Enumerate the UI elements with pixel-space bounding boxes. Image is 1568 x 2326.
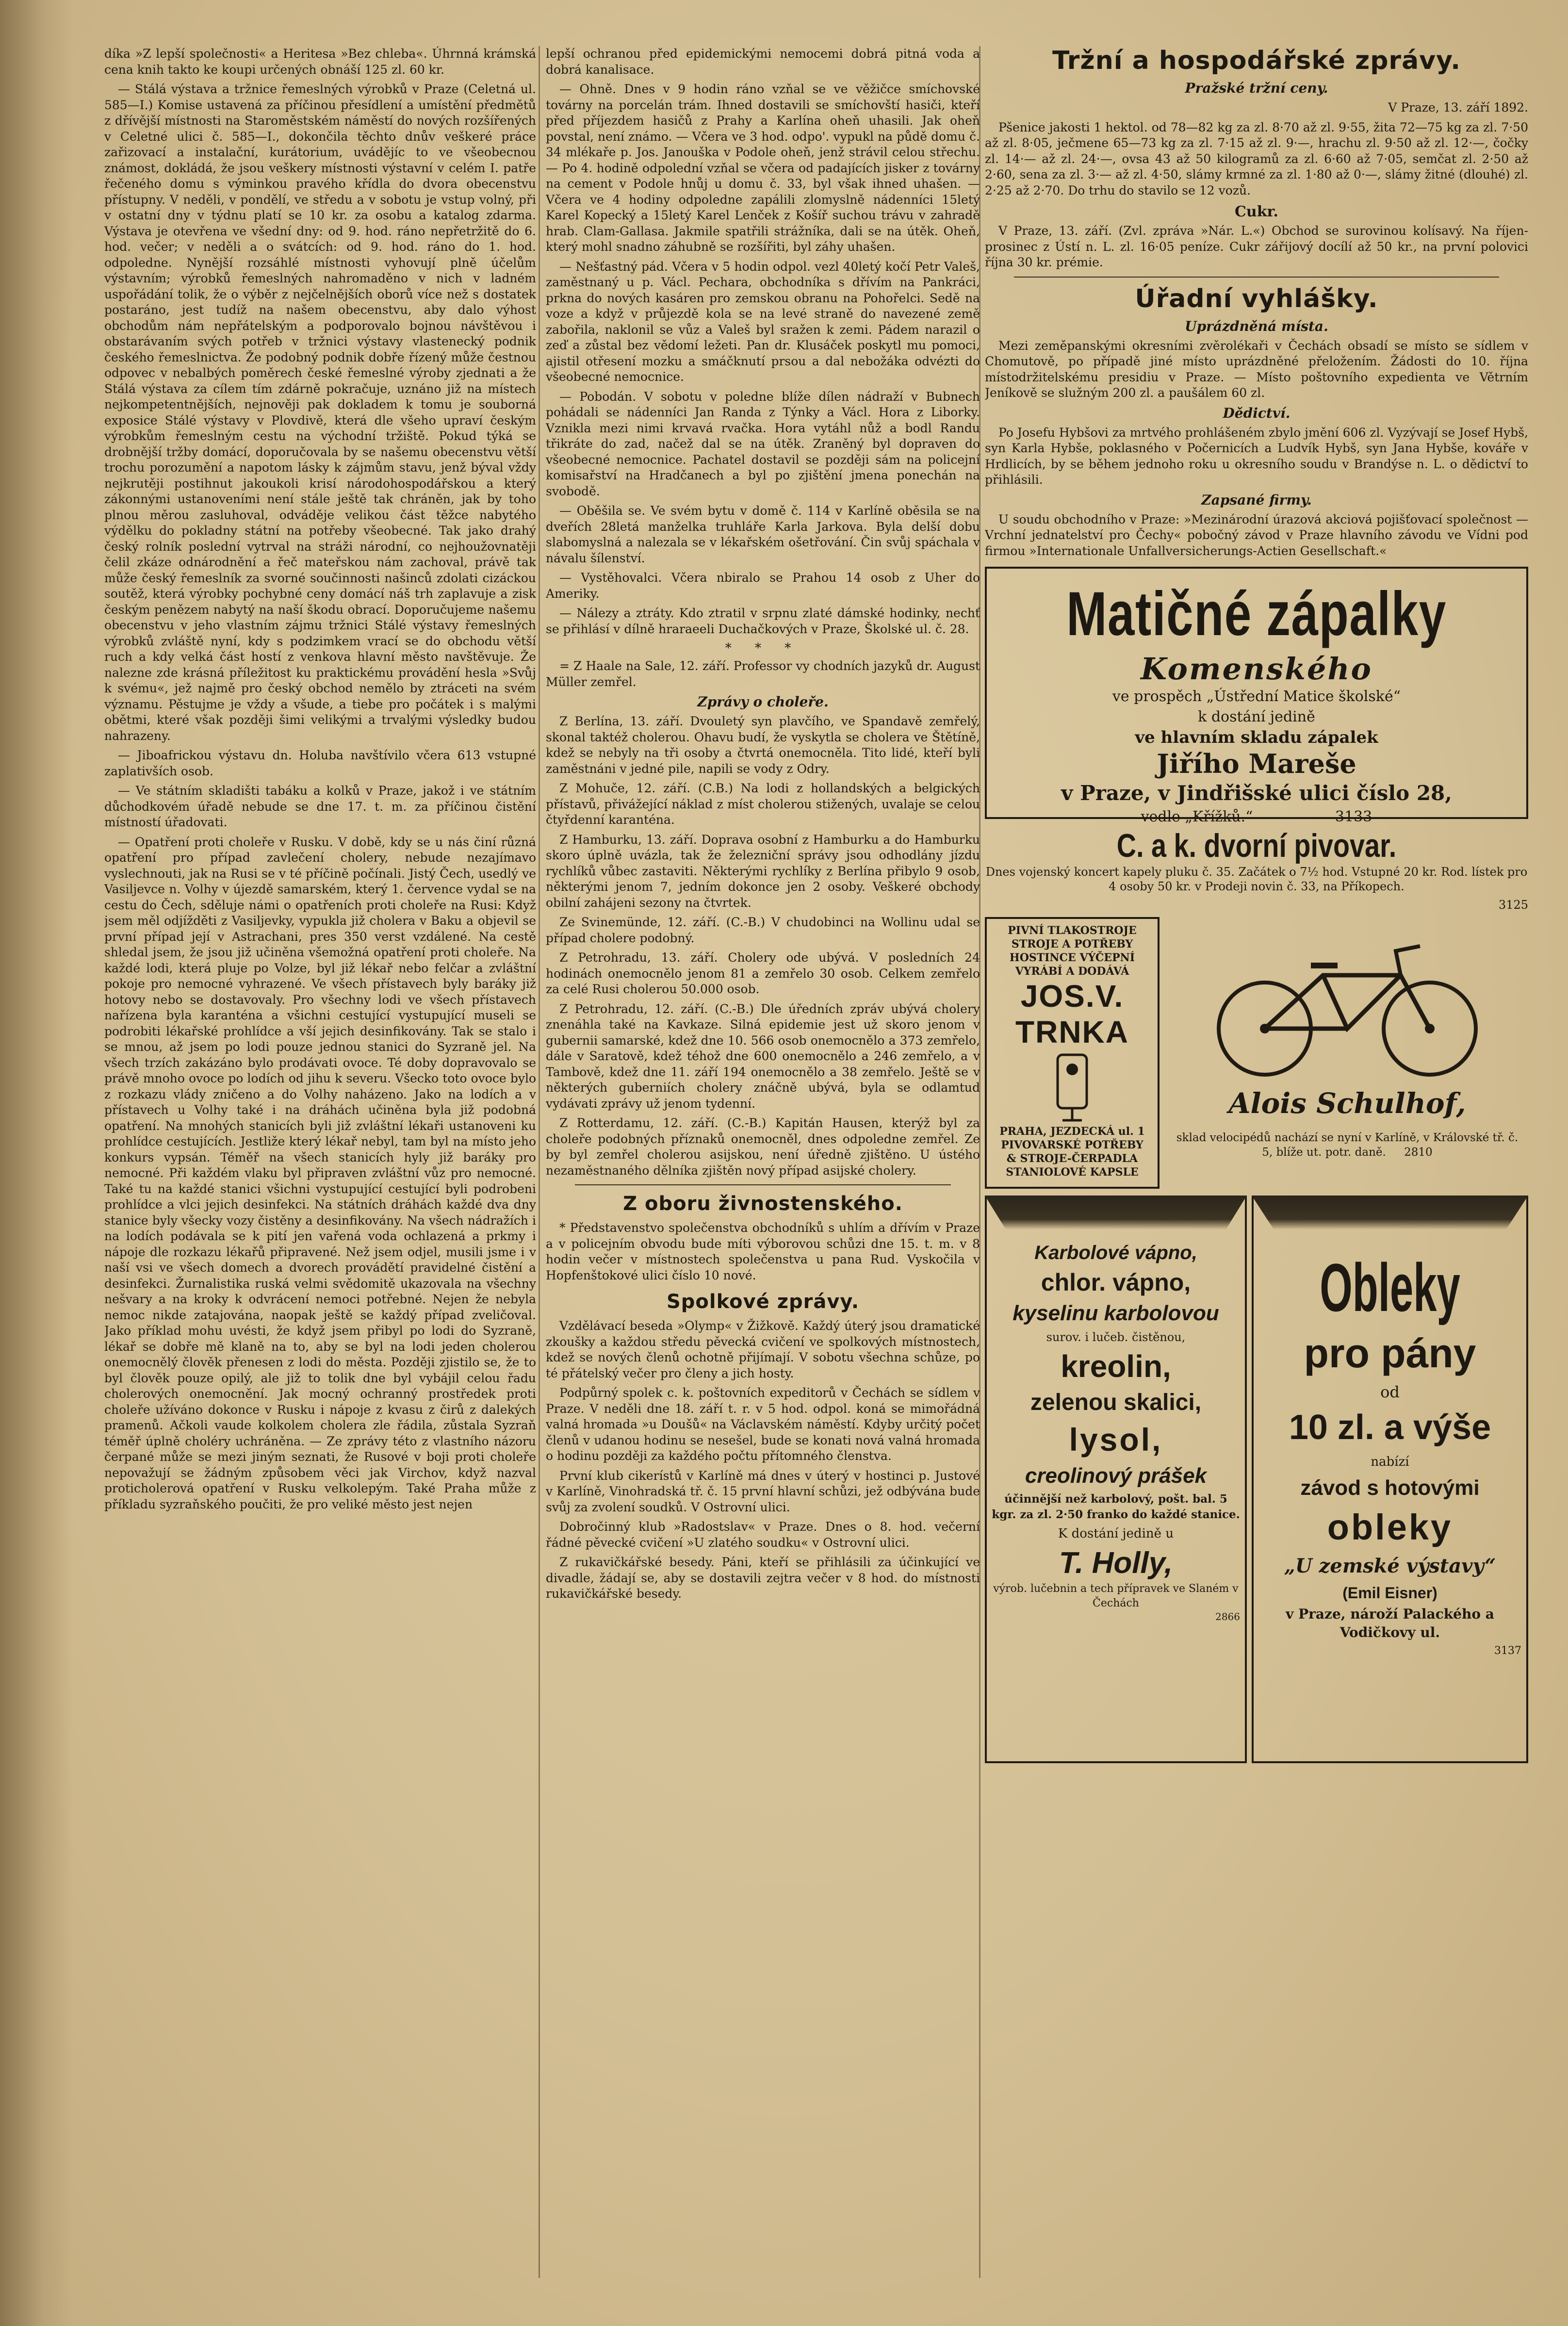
paragraph: Z Hamburku, 13. září. Doprava osobní z Hamburku a do Hamburku skoro úplně uvázla, tak že železniční správy jsou odhodlány jízdu rychlíků vůbec zastaviti. Některými rychlíky z Berlína přibylo 9 osob, některými jenom 7, jedním dokonce jen 2 osoby. Veškeré obchody obilní zahájeni sezony na čtvrtek. (546, 832, 980, 910)
ad-line: obleky (1327, 1507, 1453, 1547)
section-subheading: Cukr. (1235, 203, 1278, 220)
section-divider: * * * (725, 641, 801, 655)
section-heading: Spolkové zprávy. (666, 1291, 860, 1313)
paragraph: — Nálezy a ztráty. Kdo ztratil v srpnu zlaté dámské hodinky, nechť se přihlásí v dílně hraraeeli Duchačkových v Praze, Školské ul. č. 28. (546, 606, 980, 636)
ad-line: závod s hotovými (1300, 1476, 1480, 1500)
ad-line: HOSTINCE VÝČEPNÍ (1009, 951, 1135, 964)
dateline: V Praze, 13. září 1892. (1388, 100, 1528, 115)
paragraph: — Pobodán. V sobotu v poledne blíže dílen nádraží v Bubnech pohádali se nádenníci Jan Randa z Týnky a Václ. Hora z Liborky. Vznikla mezi nimi krvavá rvačka. Hora vytáhl nůž a bodl Randu třikráte do zad, načež dal se na útěk. Zraněný byl dopraven do všeobecné nemocnice. Pachatel dostavil se později sám na policejní komisařství na Hradčanech a byl po zjištění jmena ponechán na svobodě. (546, 389, 980, 498)
ad-number: 3137 (1494, 1645, 1521, 1657)
paragraph: = Z Haale na Sale, 12. září. Professor vy chodních jazyků dr. August Müller zemřel. (546, 659, 980, 689)
ad-obleky (1252, 1196, 1528, 1763)
column-rule (539, 46, 540, 2278)
ad-line: 10 zl. a výše (1289, 1408, 1491, 1447)
paragraph: U soudu obchodního v Praze: »Mezinárodní úrazová akciová pojišťovací společnost — Vrchní jednatelství pro Čechy« pobočný závod v Praze hlavního závodu ve Vídni pod firmou »Internationale Unfallversicherungs-Actien Gesellschaft.« (985, 512, 1528, 558)
ad-line: kyselinu karbolovou (1013, 1301, 1219, 1325)
paragraph: * Představenstvo společenstva obchodníků s uhlím a dřívím v Praze a v policejním obvodu bude míti výborovou schůzi dne 15. t. m. v 8 hodin večer v místnostech společenstva u pana Rud. Vyskočila v Hopfenštokové ulici číslo 10 nové. (546, 1221, 980, 1282)
ad-line: STROJE A POTŘEBY (1011, 938, 1133, 950)
tap-icon (1043, 1050, 1101, 1123)
ad-title: Obleky (1320, 1249, 1460, 1326)
ad-line: od (1380, 1383, 1400, 1401)
paragraph: Vzdělávací beseda »Olymp« v Žižkově. Každý úterý jsou dramatické zkoušky a každou středu pěvecká cvičení ve spolkových místnostech, kdež se nových členů ochotně přijímají. V sobotu všechna schůze, po té přátelský večer pro členy a jich hosty. (546, 1319, 980, 1380)
ad-text: sklad velocipédů nachází se nyní v Karlíně, v Královské tř. č. 5, blíže ut. potr. daně. (1176, 1131, 1519, 1159)
paragraph: — Vystěhovalci. Včera nbiralo se Prahou 14 osob z Uher do Ameriky. (546, 571, 980, 601)
ad-line: k dostání jedině (1198, 708, 1315, 725)
section-heading: Zprávy o choleře. (697, 694, 829, 710)
ad-title: Matičné zápalky (1066, 579, 1447, 649)
ad-address: v Praze, v Jindřišské ulici číslo 28, (1061, 781, 1452, 805)
ad-row (985, 1196, 1528, 1763)
section-heading: Tržní a hospodářské zprávy. (1052, 46, 1461, 75)
ad-line: zelenou skalici, (1030, 1390, 1202, 1415)
paragraph: První klub cikerístů v Karlíně má dnes v úterý v hostinci p. Justové v Karlíně, Vinohradská tř. č. 15 první hlavní schůzi, jež odbývána bude svůj za zvolení soudků. V Ostrovní ulici. (546, 1468, 980, 1514)
paragraph: Mezi zeměpanskými okresními zvěrolékaři v Čechách obsadí se místo se sídlem v Chomutově, po případě jiné místo uprázdněné přeložením. Žádosti do 10. října místodržitelskému presidiu v Praze. — Místo poštovního expedienta ve Větrním Jeníkově se služným 200 zl. a paušálem 60 zl. (985, 338, 1528, 400)
ad-line: pro pány (1304, 1330, 1476, 1376)
ad-trnka (985, 917, 1160, 1189)
ad-karbolove-vapno (985, 1196, 1247, 1763)
ad-number: 2810 (1404, 1146, 1433, 1159)
paragraph: Z Petrohradu, 12. září. (C.-B.) Dle úředních zpráv ubývá cholery znenáhla také na Kavkaze. Silná epidemie jest už skoro jenom v gubernii samarské, kdež dne 10. 566 osob onemocnělo a 373 zemřelo, dále v Saratově, kdež téhož dne 600 onemocnělo a 246 zemřelo, a v Tambově, kdež dne 11. září 194 onemocnělo a 38 zemřelo. Ještě se v některých guberniích cholery znáčně ubývá, byla se odlamtud vydávati zprávy už jenom tydenní. (546, 1001, 980, 1111)
section-heading: Z oboru živnostenského. (623, 1193, 903, 1215)
ad-line: PRAHA, JEZDECKÁ ul. 1 (999, 1125, 1145, 1138)
section-subheading: Uprázdněná místa. (1185, 318, 1328, 334)
ad-line: lysol, (1069, 1422, 1163, 1458)
ad-number: 3125 (1498, 898, 1528, 912)
paragraph: Z Berlína, 13. září. Dvouletý syn plavčího, ve Spandavě zemřelý, skonal taktéž cholerou. Ohavu budí, že vyskytla se cholera ve Štětíně, kdež se nebyly na tři osoby a čtvrtá onemocněla. Tito lidé, kteří byli zaměstnáni v jedné pile, napili se vody z Odry. (546, 714, 980, 776)
ad-line: STANIOLOVÉ KAPSLE (1006, 1166, 1139, 1179)
ad-text: Dnes vojenský koncert kapely pluku č. 35. Začátek o 7½ hod. Vstupné 20 kr. Rod. lístek pro 4 osoby 50 kr. v Prodeji novin č. 33, na Příkopech. (985, 865, 1528, 893)
column-2 (546, 46, 980, 2288)
paragraph: díka »Z lepší společnosti« a Heritesa »Bez chleba«. Úhrnná krámská cena knih takto ke koupi určených obnáší 125 zl. 60 kr. (104, 47, 536, 77)
paragraph: V Praze, 13. září. (Zvl. zpráva »Nár. L.«) Obchod se surovinou kolísavý. Na říjen-prosinec z Ústí n. L. zl. 16·05 peníze. Cukr zářijový docílí až 50 kr., na první polovici října 30 kr. prémie. (985, 224, 1528, 269)
paragraph: Z Rotterdamu, 12. září. (C.-B.) Kapitán Hausen, kterýž byl za choleře podobných příznaků onemocněl, dnes odpoledne zemřel. Ze by byl zemřel cholerou asijskou, není úředně zjištěno. U ústého nezaměstnaného dělníka zjištěn nový případ asijské cholery. (546, 1116, 980, 1178)
paragraph: — Stálá výstava a tržnice řemeslných výrobků v Praze (Celetná ul. 585—I.) Komise ustavená za příčinou přesídlení a umístění předmětů z dřívější místnosti na Staroměstském náměstí do nových rozšířených v Celetné ulici č. 585—I., dokončila těchto dnův veškeré práce zařizovací a instalační, kurátorium, uvádějíc to ve všeobecnou známost, dokládá, že jsou veškery místnosti výstavní v celém I. patře řečeného domu s výminkou pravého křídla do dvora obecenstvu přístupny. V neděli, v pondělí, ve středu a v sobotu je vstup volný, při v ostatní dny v týdnu platí se 10 kr. za osobu a katalog zdarma. Výstava je otevřena ve všední dny: od 9. hod. ráno nepřetržitě do 6. hod. večer; v neděli a o svátcích: od 9. hod. ráno do 1. hod. odpoledne. Nynější rozsáhlé místnosti vyhovují plně účelům výstavním; výrobků řemeslných nahromaděno v nich v ladném uspořádání tolik, že o výběr z nejčelnějších oborů více než s dostatek postaráno, jest tudíž na našem obecenstvu, aby dalo výhost obchodům nám nepřátelským a podporovalo bojnou návštěvou i obstarávaním svých potřeb v tržnici výstavy vlastenecký podnik českého řemeslnictva. Že podobný podnik dobře řízený může čestnou odpovec v nebalbých poměrech české řemeslné výroby zjednati a že Stálá výstava za cílem tím zdárně pokračuje, uznáno již na místech nejkompetentnějších, nejnověji pak dokladem k tomu je souborná exposice Stálé výstavy v Plovdivě, která dle všeho upraví českým výrobkům řemeslným cestu na východní tržiště. Pokud týká se drobnější tržby domácí, doporučovala by se našemu obecenstvu větší trochu porozumění a napotom lásky k zájmům stavu, jenž býval vždy nejkrutěji postihnut jakoukoli krisí národohospodářskou a který zákonnými ustanoveními není stále ještě tak chráněn, jak by toho plnou měrou zasluhoval, odváděje velikou část těžce nabytého výdělku do pokladny státní na potřeby všeobecné. Tak jako drahý český rolník poslední vytrval na stráži národní, co nejhoužovnatěji čelil zkáze odnárodnění a řeč mateřskou nám zachoval, právě tak může český řemeslník za svorné součinnosti našinců zdolati cizáckou soutěž, která výrobky pochybné ceny domácí náš trh zaplavuje a zisk českým penězem nabytý na naší škodu obrací. Doporučujeme našemu obecenstvu v jeho vlastním zájmu tržnici Stálé výstavy řemeslných výrobků zvláště nyní, kdy s podzimkem vrací se do obchodu větší ruch a kdy velká část hostí z venkova hlavní město navštěvuje. Že nalezne zde krásná příležitost ku praktickému provádění hesla »Svůj k svému«, jež najmě pro český obchod nemělo by ztráceti na svém významu. Pěstujme je vždy a všude, a tiebe pro počátek i s malými obětmi, které však později šimi velikými a trvalými výsledky budou nahrazeny. (104, 82, 536, 743)
paragraph: — Ve státním skladišti tabáku a kolků v Praze, jakož i ve státním důchodkovém úřadě nebude se dne 17. t. m. za příčinou čistění místností úřadovati. (104, 784, 536, 829)
ad-line (1001, 807, 1512, 827)
paragraph: — Nešťastný pád. Včera v 5 hodin odpol. vezl 40letý kočí Petr Valeš, zaměstnaný u p. Václ. Pechara, obchodníka s dřívím na Pankráci, prkna do nových kasáren pro zemskou obranu na Pohořelci. Sedě na voze a když v průjezdě kola se na levé straně do navezené země zabořila, naklonil se vůz a Valeš byl sražen k zemi. Pádem narazil o zeď a zůstal bez vědomí ležeti. Pan dr. Klusáček poskytl mu pomoci, ajistil otřesení mozku a smáčknutí prsou a dal nebožáka odvézti do všeobecné nemocnice. (546, 259, 980, 384)
ad-line: nabízí (1371, 1455, 1409, 1469)
paragraph: Dobročinný klub »Radostslav« v Praze. Dnes o 8. hod. večerní řádné pěvecké cvičení »U zlatého soudku« v Ostrovní ulici. (546, 1520, 980, 1550)
paragraph: lepší ochranou před epidemickými nemocemi dobrá pitná voda a dobrá kanalisace. (546, 47, 980, 77)
section-subheading: Dědictví. (1223, 405, 1290, 421)
page-edge-shadow (0, 0, 73, 2326)
paragraph: Z Mohuče, 12. září. (C.B.) Na lodi z hollandských a belgických přístavů, přivážející náklad z míst cholerou stižených, uvalaje se celou čtyřdenní karanténa. (546, 781, 980, 827)
paragraph: Z Petrohradu, 13. září. Cholery ode ubývá. V posledních 24 hodinách onemocnělo jenom 81 a zemřelo 30 osob. Celkem zemřelo za celé Rusi cholerou 50.000 osob. (546, 950, 980, 996)
ad-number: 3133 (1335, 808, 1372, 825)
section-subheading: Pražské tržní ceny. (1185, 80, 1328, 96)
ad-line: výrob. lučebnin a tech přípravek ve Slaném v Čechách (993, 1583, 1239, 1609)
ad-line: VYRÁBÍ A DODÁVÁ (1015, 965, 1129, 978)
bicycle-icon (1197, 922, 1498, 1077)
ad-name: Alois Schulhof, (1228, 1087, 1466, 1120)
ad-line: chlor. vápno, (1041, 1269, 1191, 1296)
paragraph: — Jiboafrickou výstavu dn. Holuba navštívilo včera 613 vstupné zaplativších osob. (104, 748, 536, 778)
ad-line: ve hlavním skladu zápalek (1135, 728, 1378, 747)
ad-line: v Praze, nároží Palackého a Vodičkovy ul. (1286, 1606, 1494, 1640)
section-heading: Úřadní vyhlášky. (1135, 284, 1378, 313)
paragraph: — Oběšila se. Ve svém bytu v domě č. 114 v Karlíně oběsila se na dveřích 28letá manželka truhláře Karla Jarkova. Byla delší dobu slabomyslná a nalezala se v lékařském ošetřování. Čin svůj spáchala v návalu šílenství. (546, 504, 980, 565)
column-1 (104, 46, 536, 2288)
ad-row (985, 917, 1528, 1189)
ad-line: kreolin, (1061, 1349, 1171, 1384)
ad-subtitle: Komenského (1141, 651, 1372, 687)
ad-name: T. Holly, (1059, 1546, 1173, 1580)
ad-schulhof (1166, 917, 1528, 1189)
ad-text (1171, 1130, 1523, 1160)
ad-line: „U zemské výstavy“ (1284, 1555, 1496, 1577)
ad-line: PIVOVARSKÉ POTŘEBY (1001, 1139, 1143, 1151)
ad-matches (985, 567, 1528, 825)
ad-line: PIVNÍ TLAKOSTROJE (1008, 924, 1137, 937)
paragraph: Podpůrný spolek c. k. poštovních expeditorů v Čechách se sídlem v Praze. V neděli dne 18. září t. r. v 5 hod. odpol. koná se mimořádná valná hromada »u Doušů« na Václavském náměstí. Kdyby určitý počet členů v udanou hodinu se nesešel, bude se konati nová valná hromada o hodinu později za každého počtu přítomného členstva. (546, 1386, 980, 1463)
column-3 (985, 46, 1528, 2288)
ad-line: Karbolové vápno, (1034, 1242, 1197, 1263)
ad-line: surov. i lučeb. čistěnou, (1046, 1330, 1186, 1344)
divider (1014, 277, 1499, 278)
paragraph: Z rukavičkářské besedy. Páni, kteří se přihlásili za účinkující ve divadle, žádají se, aby se dostavili zejtra večer v 8 hod. do místnosti rukavičkářské besedy. (546, 1555, 980, 1601)
ad-number: 2866 (1215, 1611, 1240, 1622)
ad-brewery (985, 827, 1528, 912)
ad-line: creolinový prášek (1025, 1464, 1207, 1488)
ad-name: Jiřího Mareše (1157, 748, 1356, 779)
ad-name: JOS.V. TRNKA (1015, 979, 1129, 1049)
ad-line: (Emil Eisner) (1342, 1584, 1437, 1602)
section-subheading: Zapsané firmy. (1201, 491, 1312, 508)
ad-line: K dostání jedině u (1058, 1526, 1174, 1541)
ad-banner (985, 1196, 1247, 1229)
ad-title: C. a k. dvorní pivovar. (1116, 827, 1397, 864)
paragraph: — Opatření proti choleře v Rusku. V době, kdy se u nás činí různá opatření pro případ zavlečení cholery, nebude nezajímavo vyslechnouti, jak na Rusi se v té příčině počínali. Jistý Čech, usedlý ve Vasiljevce n. Volhy v újezdě samarském, který 1. července vydal se na cestu do Čech, sděluje námi o opatřeních proti choleře na Rusi: Když jsem měl odjížděti z Vasiljevky, vypukla již cholera v Baku a objevil se první případ její v Astrachani, pres 350 verst vzdálené. Na cestě shledal jsem, že jsou již učiněna všemožná opatření proti choleře. Na každé lodi, která pluje po Volze, byl již lékař nebo felčar a zvláštní pokoje pro nemocné vyhrazené. Ve všech přístavech byly baráky již hotovy nebo se dostavovaly. Pro všechny lodi ve všech přístavech nařízena byla karanténa a všichni cestující vystupující museli se podrobiti lékařské prohlídce a vší jejich desinfikovány. Tak se stalo i se mnou, až jsem po lodi pouze jednou stanici do Syzraně jel. Na všech trzích zakázáno bylo prodávati ovoce. Té doby dopravovalo se právě mnoho ovoce po lodích od jihu k severu. Všecko toto ovoce bylo z rozkazu vlády zničeno a do Volhy naházeno. Jako na lodích a v přístavech u Volhy také i na dráhách učiněna byla již podobná opatření. Na mnohých stanicích byli již zvláštní lékaři ustanoveni ku prohlídce cestujících. Jestliže který lékař nebyl, tam byl na místo jeho konkurs vypsán. Téměř na všech stanicích hyly již baráky pro nemocné. Při každém vlaku byl připraven zvláštní vůz pro nemocné. Také tu na každé stanici všichni vystupující cestující byli podrobeni prohlídce a vlci jejich desinfekci. Na státních dráhách každé dva dny stanice byly všecky vozy čistěny a desinfikovány. Na všech nádražích i na lodích podávala se k pití jen vařená voda ochlazená a prkmy i nápoje dle rozkazu lékařů připravené. Než jsem odjel, musili jsme i v naší vsi ve všech domech a dvorech provádětí pravidelné čistění a desinfekci. Žurnalistika ruská velmi svědomitě ukazovala na všechny nešvary a na kroky k odvrácení nemoci potřebné. Nejen že nebyla nemoc nikde zatajována, naopak ještě se každý případ zveličoval. Jako příklad mohu uvésti, že když jsem přibyl po lodi do Syzraně, lékař se dobře mě klaně na to, aby se byl na lodi jeden cholerou onemocnělý člověk přenesen z lodi do města. Později zjistilo se, že to byl člověk pouze opilý, ale již to tolik dne byl vybájil celou řadu cholerových onemocnění. Jak mocný ochranný prostředek proti choleře užíváno dokonce v Rusku i nápoje z kvasu z čirů z dalekých pramenů. Ačkoli vaude kolkolem cholera zle řádila, zůstala Syzraň téměř úplně choléry uchráněna. — Ze zprávy této z vlastního názoru čerpané může se mezi jiným seznati, že Rusové v boji proti choleře nepovažují se žádným způsobem věci jak Virchov, když nazval proticholerová opatření v Rusku velkolepým. Také Praha může z příkladu syzraňského poučiti, že pro veliké město jest nejen (104, 835, 536, 1511)
ad-line: & STROJE-ČERPADLA (1006, 1152, 1138, 1165)
paragraph: Po Josefu Hybšovi za mrtvého prohlášeném zbylo jmění 606 zl. Vyzývají se Josef Hybš, syn Karla Hybše, poklasného v Počernicích a Ludvík Hybš, syn Jana Hybše, kováře v Hrdlicích, by se během jednoho roku u okresního soudu v Brandýse n. L. o dědictví to přihlásili. (985, 425, 1528, 487)
ad-banner (1252, 1196, 1528, 1229)
divider (575, 1184, 951, 1185)
ad-line: ve prospěch „Ústřední Matice školské“ (1112, 688, 1401, 705)
paragraph: Pšenice jakosti 1 hektol. od 78—82 kg za zl. 8·70 až zl. 9·55, žita 72—75 kg za zl. 7·50 až zl. 8·05, ječmene 65—73 kg za zl. 7·15 až zl. 9·—, hrachu zl. 9·50 až zl. 12·—, čočky zl. 14·— až zl. 24·—, ovsa 43 až 50 kilogramů za zl. 6·60 až 7·05, semčat zl. 2·50 až 2·60, sena za zl. 3·— až zl. 4·50, slámy krmné za zl. 1·80 až 0·—, slámy žitné (dlouhé) zl. 2·25 až 2·70. Do trhu do stavilo se 12 vozů. (985, 120, 1528, 197)
ad-line: vedle „Křížků.“ (1141, 808, 1253, 825)
paragraph: Ze Svinemünde, 12. září. (C.-B.) V chudobinci na Wollinu udal se případ cholere podobný. (546, 915, 980, 945)
ad-line: účinnější než karbolový, pošt. bal. 5 kgr. za zl. 2·50 franko do každé stanice. (992, 1492, 1240, 1521)
paragraph: — Ohně. Dnes v 9 hodin ráno vzňal se ve věžičce smíchovské továrny na porcelán trám. Ihned dostavili se smíchovští hasiči, kteří před příjezdem hasičů z Prahy a Karlína oheň uhasili. Jak oheň povstal, není známo. — Včera ve 3 hod. odpo'. vypukl na půdě domu č. 34 mlékaře p. Jos. Janouška v Podole oheň, jenž strávil celou střechu. — Po 4. hodině odpolední vzňal se včera od padajících jisker z továrny na cement v Podole hnůj u domu č. 33, byl však ihned uhašen. — Včera ve 4 hodiny odpoledne zapálili zlomyslně nádenníci 15letý Karel Kopecký a 15letý Karel Lenček z Košíř suchou trávu v zahradě hrab. Clam-Gallasa. Jakmile spatřili strážníka, dali se na útěk. Oheň, který mohl snadno záhubně se rozšířiti, byl záhy uhašen. (546, 82, 980, 254)
